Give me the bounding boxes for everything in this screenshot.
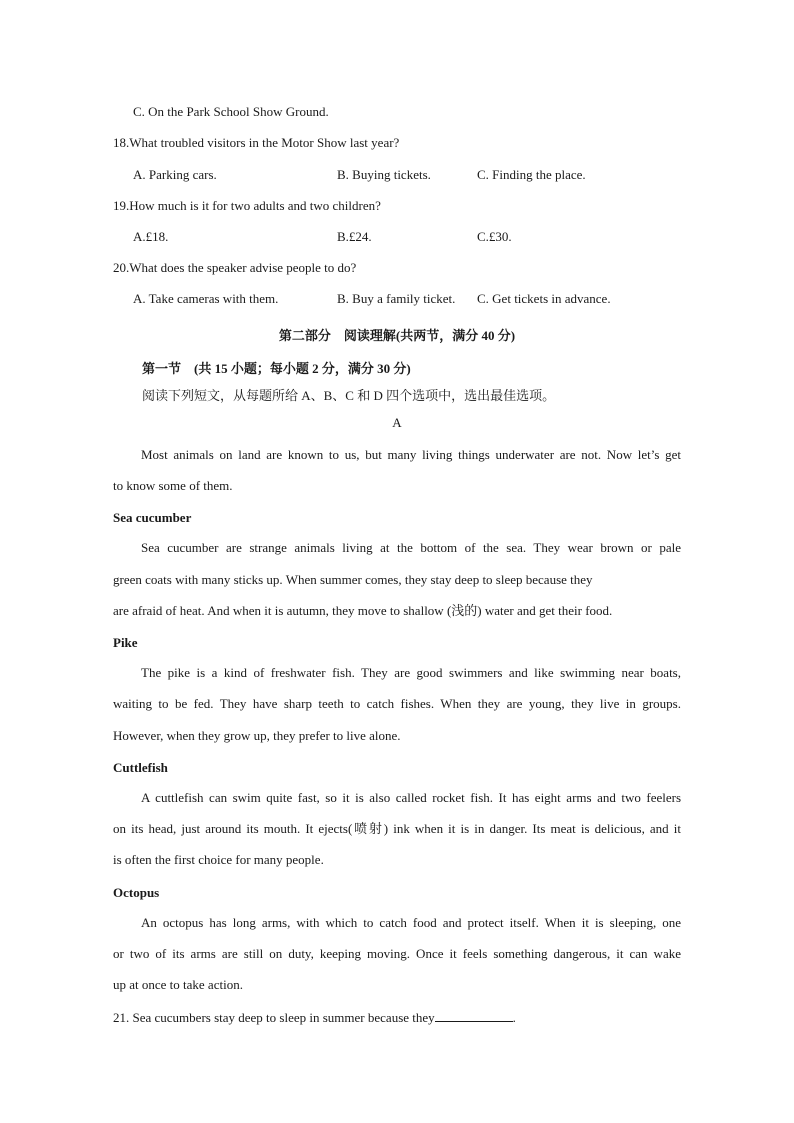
q19-option-a: A.£18. [133,229,169,244]
q21-stem-text: 21. Sea cucumbers stay deep to sleep in summer because they [113,1010,435,1025]
sea-cucumber-line-1: Sea cucumber are strange animals living at the bottom of the sea. They wear brown or pale [141,540,681,555]
octopus-heading: Octopus [113,885,160,900]
pike-heading: Pike [113,635,138,650]
q18-stem: 18.What troubled visitors in the Motor Show last year? [113,135,400,150]
cuttlefish-line-3: is often the first choice for many people. [113,852,324,867]
intro-line-2: to know some of them. [113,478,233,493]
cuttlefish-line-1: A cuttlefish can swim quite fast, so it is also called rocket fish. It has eight arms and two feelers [141,790,681,805]
instruction-text: 阅读下列短文，从每题所给 A、B、C 和 D 四个选项中，选出最佳选项。 [142,388,556,403]
q19-option-c: C.£30. [477,229,512,244]
octopus-line-2: or two of its arms are still on duty, keeping moving. Once it feels something dangerous, it can wake [113,946,681,961]
pike-line-3: However, when they grow up, they prefer to live alone. [113,728,401,743]
q20-option-a: A. Take cameras with them. [133,291,279,306]
pike-line-1: The pike is a kind of freshwater fish. They are good swimmers and like swimming near boats, [141,665,681,680]
cuttlefish-line-2: on its head, just around its mouth. It ejects(喷射) ink when it is in danger. Its meat is delicious, and it [113,821,681,836]
passage-label: A [392,415,402,430]
answer-blank[interactable] [435,1009,513,1022]
cuttlefish-heading: Cuttlefish [113,760,168,775]
q21-stem [113,1009,516,1026]
q18-option-a: A. Parking cars. [133,167,217,182]
intro-line-1: Most animals on land are known to us, but many living things underwater are not. Now let’s get [141,447,681,462]
section1-title: 第一节 (共 15 小题；每小题 2 分，满分 30 分) [142,361,411,376]
q20-stem: 20.What does the speaker advise people to do? [113,260,357,275]
sea-cucumber-line-3: are afraid of heat. And when it is autumn, they move to shallow (浅的) water and get their food. [113,603,613,618]
pike-line-2: waiting to be fed. They have sharp teeth to catch fishes. When they are young, they live in groups. [113,696,681,711]
q19-option-b: B.£24. [337,229,372,244]
sea-cucumber-heading: Sea cucumber [113,510,192,525]
part2-title: 第二部分 阅读理解(共两节，满分 40 分) [278,328,516,343]
q19-stem: 19.How much is it for two adults and two children? [113,198,381,213]
sea-cucumber-line-2: green coats with many sticks up. When summer comes, they stay deep to sleep because they [113,572,593,587]
q17-option-c: C. On the Park School Show Ground. [133,104,329,119]
q20-option-b: B. Buy a family ticket. [337,291,456,306]
q21-end: . [512,1010,516,1025]
q20-option-c: C. Get tickets in advance. [477,291,611,306]
octopus-line-1: An octopus has long arms, with which to catch food and protect itself. When it is sleeping, one [141,915,681,930]
q18-option-c: C. Finding the place. [477,167,586,182]
q18-option-b: B. Buying tickets. [337,167,431,182]
octopus-line-3: up at once to take action. [113,977,243,992]
